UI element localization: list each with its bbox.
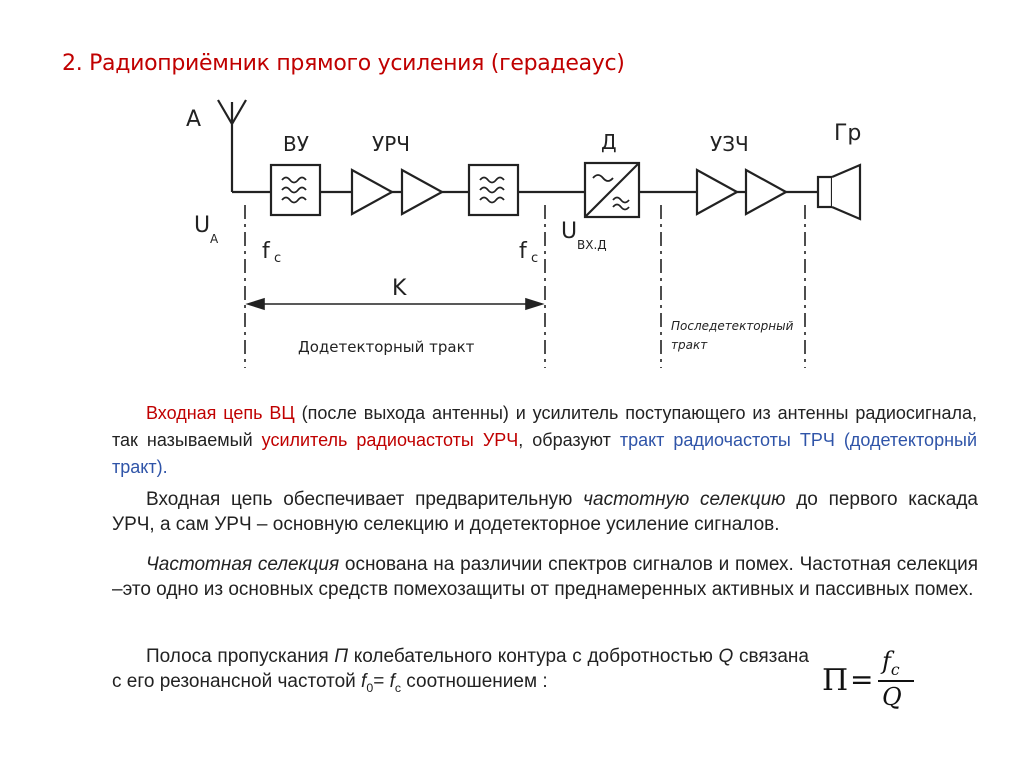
formula-denominator: Q — [882, 683, 902, 711]
term-fc: f — [389, 671, 395, 692]
speaker-label: Гр — [834, 121, 862, 146]
term-freq-selection: частотную селекцию — [583, 489, 786, 510]
urch-amp-1 — [352, 170, 392, 214]
fc-left-label: f — [262, 239, 270, 264]
term-fc-sub: c — [394, 680, 402, 695]
paragraph-trch — [112, 400, 977, 481]
term-pi: П — [334, 646, 349, 667]
u-vx-sub: ВХ.Д — [577, 238, 607, 252]
uzch-label: УЗЧ — [710, 132, 749, 156]
term-urch: усилитель радиочастоты УРЧ — [261, 430, 519, 450]
term-trch: тракт радиочастоты ТРЧ (додетекторный тракт). — [112, 430, 978, 477]
post-tract-label-1: Последетекторный — [671, 319, 794, 333]
formula-eq: = — [850, 663, 874, 696]
formula-num-f: f — [882, 647, 891, 675]
u-vx-label: U — [561, 219, 578, 244]
filter-block-2 — [469, 165, 518, 215]
urch-label: УРЧ — [372, 132, 410, 156]
fc-right-label: f — [519, 239, 527, 264]
antenna-icon — [218, 100, 246, 192]
term-f0: f — [361, 671, 367, 692]
formula-numerator — [882, 647, 900, 679]
term-q: Q — [718, 646, 734, 667]
p3-text: основана на различии спектров сигналов и помех. Частотная селекция –это одно из основных средств помехозащиты от преднамеренных активных и пассивных помех. — [112, 554, 978, 600]
fc-left-sub: c — [274, 251, 282, 266]
urch-amp-2 — [402, 170, 442, 214]
post-tract-label-2: тракт — [671, 338, 708, 352]
uzch-amp-1 — [697, 170, 737, 214]
k-label: K — [392, 276, 407, 301]
term-freq-selection-2: Частотная селекция — [146, 554, 340, 575]
uzch-amp-2 — [746, 170, 786, 214]
speaker-icon — [818, 177, 832, 207]
formula-num-sub: c — [890, 660, 900, 679]
p1-text-2: , образуют — [518, 430, 620, 450]
p2-text: Входная цепь обеспечивает предварительную — [146, 489, 584, 510]
u-a-label: U — [194, 213, 211, 238]
paragraph-selection — [112, 487, 978, 537]
p4-text-4: соотношением : — [401, 671, 548, 692]
formula-lhs: П — [822, 663, 849, 698]
paragraph-bandwidth — [112, 644, 809, 701]
p4-eq: = — [373, 671, 390, 692]
pre-tract-label: Додетекторный тракт — [298, 338, 475, 356]
u-a-sub: А — [210, 232, 219, 246]
det-label: Д — [601, 130, 617, 154]
paragraph-freq-selection — [112, 552, 978, 602]
vc-label: ВУ — [283, 132, 309, 156]
p2-text-2: до первого каскада УРЧ, а сам УРЧ – основную селекцию и додетекторное усиление сигналов. — [112, 489, 979, 535]
p4-text-3: связана с его резонансной частотой — [112, 646, 809, 692]
vc-block — [271, 165, 320, 215]
antenna-label: А — [186, 107, 202, 132]
bandwidth-formula — [822, 645, 912, 717]
page-title: 2. Радиоприёмник прямого усиления (герадеаус) — [62, 51, 625, 76]
p4-text: Полоса пропускания — [146, 646, 335, 667]
p4-text-2: колебательного контура с добротностью — [348, 646, 719, 667]
term-vc: Входная цепь ВЦ — [146, 403, 295, 423]
fraction-bar — [878, 680, 914, 682]
fc-right-sub: c — [531, 251, 539, 266]
term-f0-sub: 0 — [366, 680, 374, 695]
p1-text: (после выхода антенны) и усилитель поступающего из антенны радиосигнала, так называемый — [112, 403, 977, 450]
